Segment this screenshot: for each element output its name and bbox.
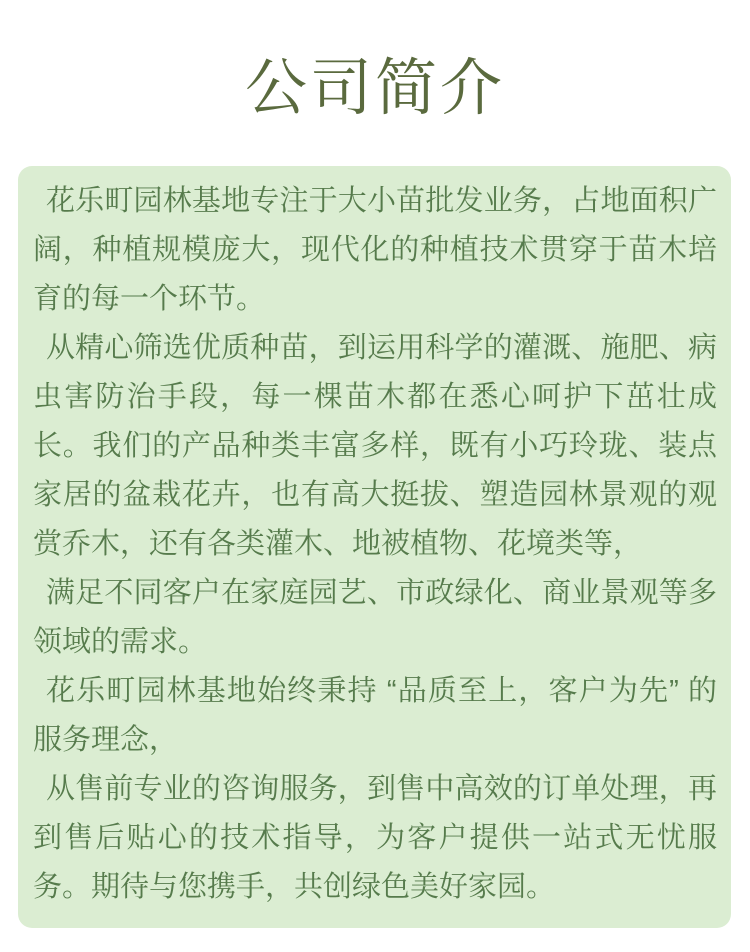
- intro-paragraph: 从售前专业的咨询服务，到售中高效的订单处理，再到售后贴心的技术指导，为客户提供一站式无忧服务。期待与您携手，共创绿色美好家园。: [33, 773, 717, 903]
- intro-paragraph: 从精心筛选优质种苗，到运用科学的灌溉、施肥、病虫害防治手段，每一棵苗木都在悉心呵护下茁壮成长。我们的产品种类丰富多样，既有小巧玲珑、装点家居的盆栽花卉，也有高大挺拔、塑造园林景观的观赏乔木，还有各类灌木、地被植物、花境类等，: [33, 332, 717, 560]
- intro-paragraph: 花乐町园林基地专注于大小苗批发业务，占地面积广阔，种植规模庞大，现代化的种植技术贯穿于苗木培育的每一个环节。: [33, 185, 717, 315]
- company-intro-card: [18, 166, 731, 928]
- page-title: 公司简介: [244, 54, 505, 123]
- intro-paragraph: 花乐町园林基地始终秉持 “品质至上，客户为先” 的服务理念，: [33, 675, 717, 756]
- intro-paragraph: 满足不同客户在家庭园艺、市政绿化、商业景观等多领域的需求。: [33, 577, 717, 658]
